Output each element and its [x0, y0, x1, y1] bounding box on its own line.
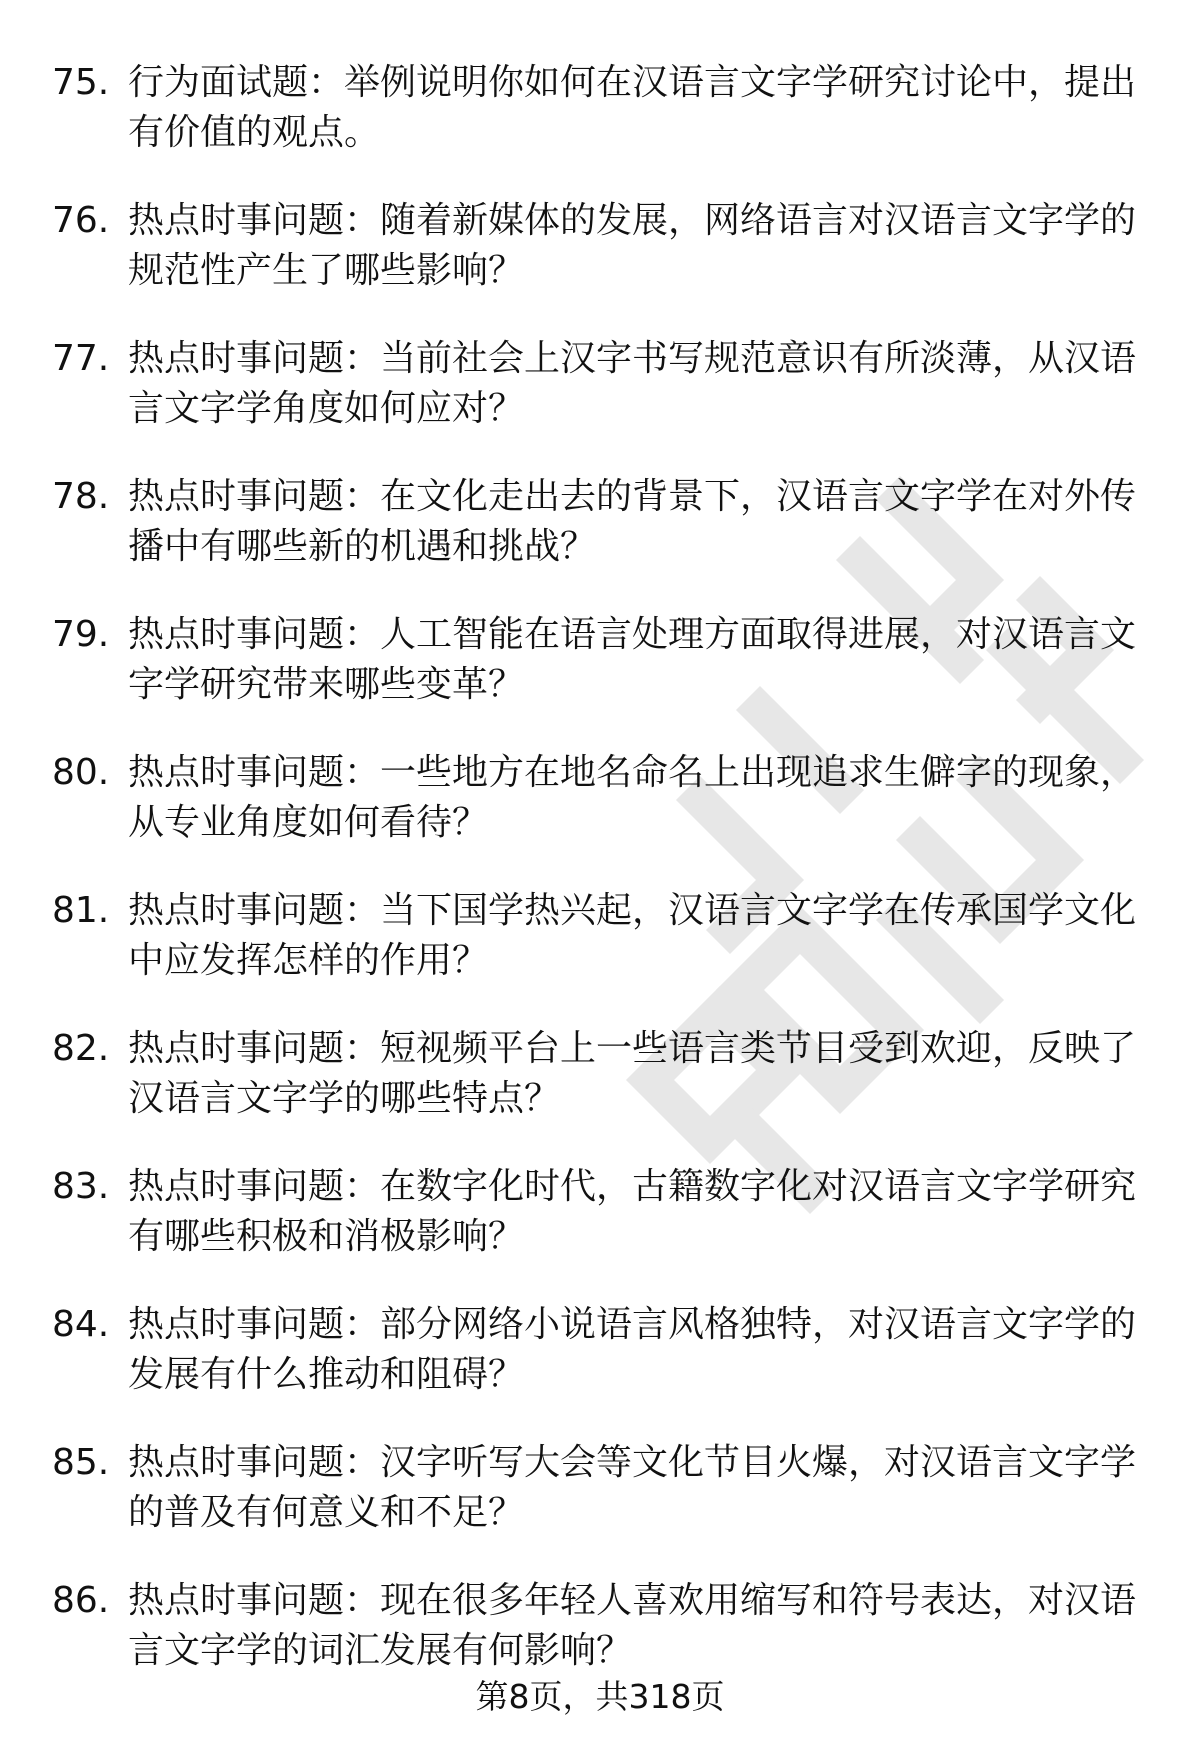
- question-text: 热点时事问题：一些地方在地名命名上出现追求生僻字的现象，从专业角度如何看待？: [128, 752, 1137, 843]
- question-number: 77.: [52, 338, 110, 379]
- question-text: 热点时事问题：人工智能在语言处理方面取得进展，对汉语言文字学研究带来哪些变革？: [128, 614, 1137, 705]
- question-number: 83.: [52, 1166, 110, 1207]
- question-item: [52, 334, 1152, 434]
- question-item: [52, 472, 1152, 572]
- question-number: 79.: [52, 614, 110, 655]
- question-number: 86.: [52, 1580, 110, 1621]
- question-number: 81.: [52, 890, 110, 931]
- page-footer: [0, 1677, 1200, 1717]
- question-item: [52, 1024, 1152, 1124]
- question-list: [52, 58, 1152, 1714]
- question-text: 热点时事问题：现在很多年轻人喜欢用缩写和符号表达，对汉语言文字学的词汇发展有何影响？: [128, 1580, 1137, 1671]
- question-number: 75.: [52, 62, 110, 103]
- question-text: 热点时事问题：当下国学热兴起，汉语言文字学在传承国学文化中应发挥怎样的作用？: [128, 890, 1137, 981]
- question-text: 热点时事问题：在数字化时代，古籍数字化对汉语言文字学研究有哪些积极和消极影响？: [128, 1166, 1137, 1257]
- question-number: 85.: [52, 1442, 110, 1483]
- question-item: [52, 58, 1152, 158]
- question-text: 热点时事问题：部分网络小说语言风格独特，对汉语言文字学的发展有什么推动和阻碍？: [128, 1304, 1137, 1395]
- question-item: [52, 886, 1152, 986]
- question-text: 热点时事问题：随着新媒体的发展，网络语言对汉语言文字学的规范性产生了哪些影响？: [128, 200, 1137, 291]
- question-number: 76.: [52, 200, 110, 241]
- question-item: [52, 1162, 1152, 1262]
- question-item: [52, 610, 1152, 710]
- question-text: 热点时事问题：汉字听写大会等文化节目火爆，对汉语言文字学的普及有何意义和不足？: [128, 1442, 1137, 1533]
- question-text: 热点时事问题：当前社会上汉字书写规范意识有所淡薄，从汉语言文字学角度如何应对？: [128, 338, 1137, 429]
- question-number: 82.: [52, 1028, 110, 1069]
- question-text: 行为面试题：举例说明你如何在汉语言文字学研究讨论中，提出有价值的观点。: [128, 62, 1137, 153]
- question-item: [52, 196, 1152, 296]
- question-item: [52, 748, 1152, 848]
- question-number: 84.: [52, 1304, 110, 1345]
- question-item: [52, 1576, 1152, 1676]
- question-item: [52, 1438, 1152, 1538]
- page-number-label: 第8页，共318页: [475, 1677, 725, 1716]
- question-item: [52, 1300, 1152, 1400]
- question-number: 80.: [52, 752, 110, 793]
- question-text: 热点时事问题：短视频平台上一些语言类节目受到欢迎，反映了汉语言文字学的哪些特点？: [128, 1028, 1137, 1119]
- question-number: 78.: [52, 476, 110, 517]
- question-text: 热点时事问题：在文化走出去的背景下，汉语言文字学在对外传播中有哪些新的机遇和挑战？: [128, 476, 1137, 567]
